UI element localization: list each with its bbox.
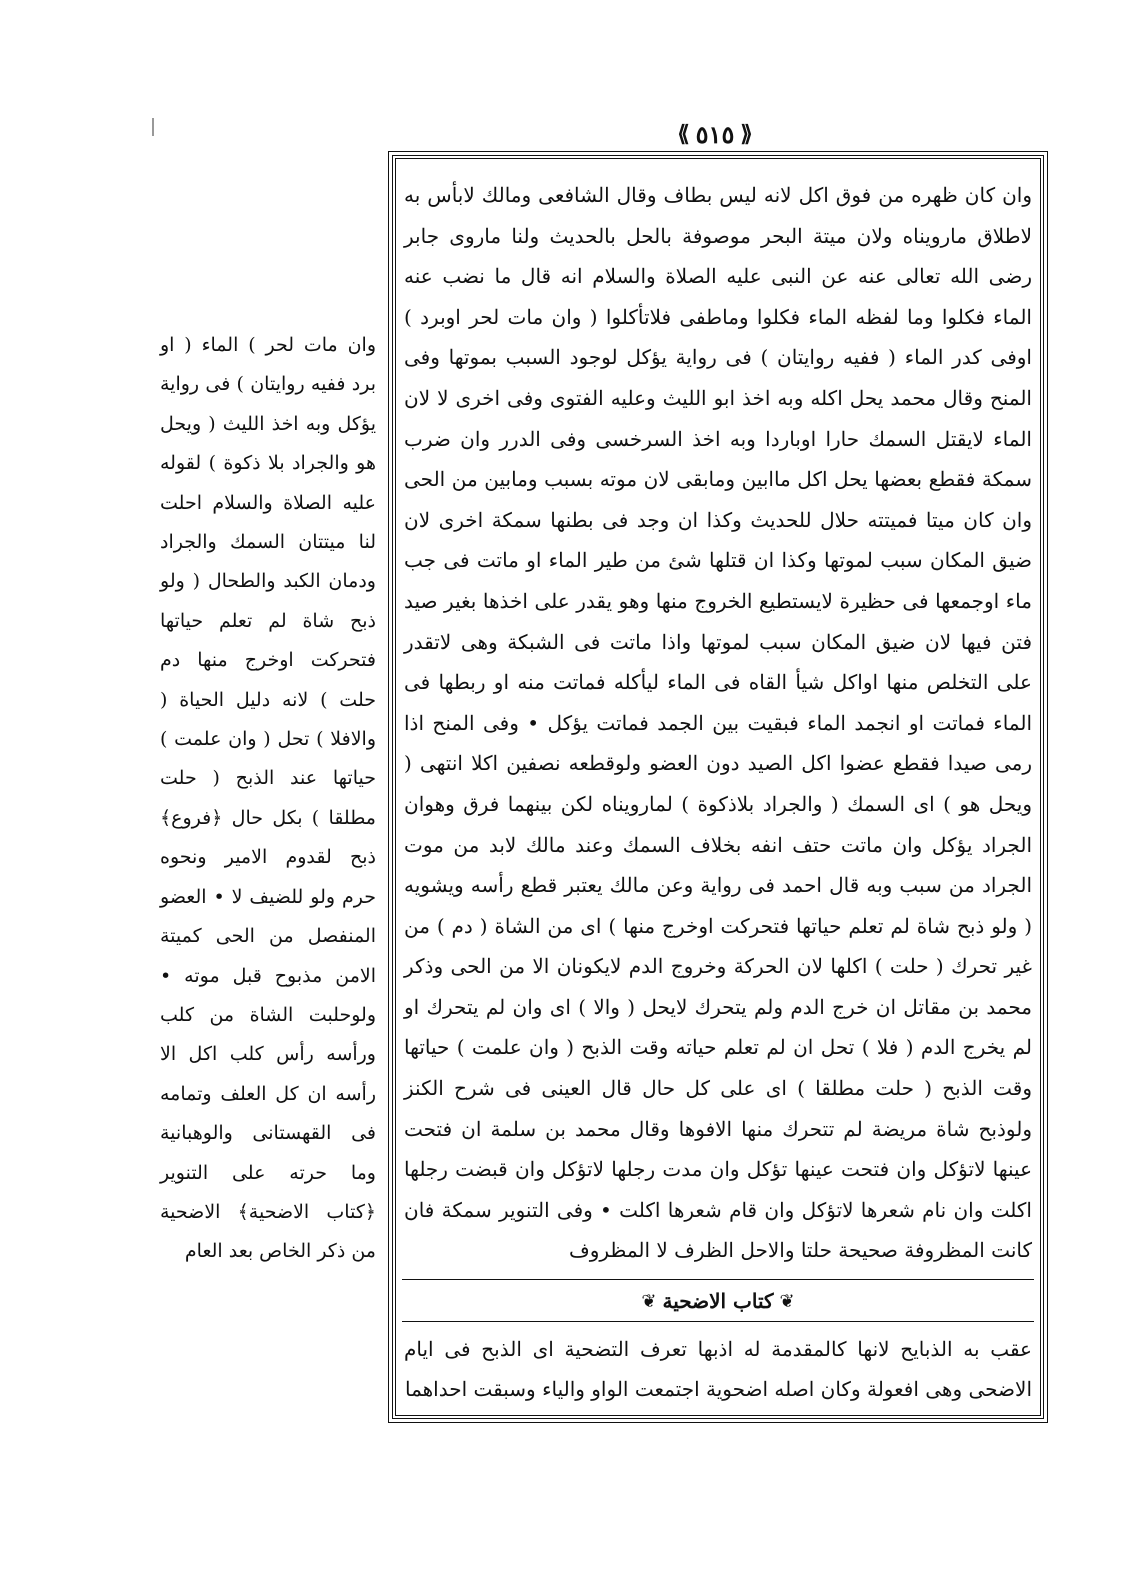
side-column-text: وان مات لحر ) الماء ( او برد ففيه روايتان ) فى رواية يؤكل وبه اخذ الليث ( ويحل هو والجراد بلا ذكوة ) لقوله عليه الصلاة والسلام احلت لنا ميتتان السمك والجراد ودمان الكبد والطحال ( ولو ذبح شاة لم تعلم حياتها فتحركت اوخرج منها دم حلت ) لانه دليل الحياة ( والافلا ) تحل ( وان علمت ) حياتها عند الذبح ( حلت مطلقا ) بكل حال ﴿فروع﴾ ذبح لقدوم الامير ونحوه حرم ولو للضيف لا • العضو المنفصل من الحى كميتة الامن مذبوح قبل موته • ولوحلبت الشاة من كلب ورأسه رأس كلب اكل الا رأسه ان كل العلف وتمامه فى القهستانى والوهبانية وما حرته على التنوير ﴿كتاب الاضحية﴾ الاضحية من ذكر الخاص بعد العام	[160, 334, 376, 1263]
page-number: ٥١٥	[695, 119, 735, 149]
ornament-right-icon: ⟫	[740, 121, 753, 147]
section-body-text: عقب به الذبايح لانها كالمقدمة له اذبها تعرف التضحية اى الذبح فى ايام الاضحى وهى افعولة وكان اصله اضحوية اجتمعت الواو والياء وسبقت احداهما	[404, 1337, 1032, 1401]
section-divider-bottom	[402, 1321, 1034, 1322]
main-commentary-text: وان كان ظهره من فوق اكل لانه ليس بطاف وقال الشافعى ومالك لابأس به لاطلاق مارويناه ولان ميتة البحر موصوفة بالحل بالحديث ولنا ماروى جابر رضى الله تعالى عنه عن النبى عليه الصلاة والسلام انه قال ما نضب عنه الماء فكلوا وما لفظه الماء فكلوا وماطفى فلاتأكلوا ( وان مات لحر اوبرد ) اوفى كدر الماء ( ففيه روايتان ) فى رواية يؤكل لوجود السبب بموتها وفى المنح وقال محمد يحل اكله وبه اخذ ابو الليث وعليه الفتوى وفى اخرى لا لان الماء لايقتل السمك حارا اوباردا وبه اخذ السرخسى وفى الدرر وان ضرب سمكة فقطع بعضها يحل اكل ماابين ومابقى لان موته بسبب ومابين من الحى وان كان ميتا فميتته حلال للحديث وكذا ان وجد فى بطنها سمكة اخرى لان ضيق المكان سبب لموتها وكذا ان قتلها شئ من طير الماء او ماتت فى جب ماء اوجمعها فى حظيرة لايستطيع الخروج منها وهو يقدر على اخذها بغير صيد فتن فيها لان ضيق المكان سبب لموتها واذا ماتت فى الشبكة وهى لاتقدر على التخلص منها اواكل شيأ القاه فى الماء ليأكله فماتت منه او ربطها فى الماء فماتت او انجمد الماء فبقيت بين الجمد فماتت يؤكل • وفى المنح اذا رمى صيدا فقطع عضوا اكل الصيد دون العضو ولوقطعه نصفين اكلا انتهى ( ويحل هو ) اى السمك ( والجراد بلاذكوة ) لمارويناه لكن بينهما فرق وهوان الجراد يؤكل وان ماتت حتف انفه بخلاف السمك وعند مالك لابد من موت الجراد من سبب وبه قال احمد فى رواية وعن مالك يعتبر قطع رأسه ويشويه ( ولو ذبح شاة لم تعلم حياتها فتحركت اوخرج منها ) اى من الشاة ( دم ) من غير تحرك ( حلت ) اكلها لان الحركة وخروج الدم لايكونان الا من الحى وذكر محمد بن مقاتل ان خرج الدم ولم يتحرك لايحل ( والا ) اى وان لم يتحرك او لم يخرج الدم ( فلا ) تحل ان لم تعلم حياته وقت الذبح ( وان علمت ) حياتها وقت الذبح ( حلت مطلقا ) اى على كل حال قال العينى فى شرح الكنز ولوذبح شاة مريضة لم تتحرك منها الافوها وقال محمد بن سلمة ان فتحت عينها لاتؤكل وان فتحت عينها تؤكل وان مدت رجلها لاتؤكل وان قبضت رجلها اكلت وان نام شعرها لاتؤكل وان قام شعرها اكلت • وفى التنوير سمكة فان كانت المظروفة صحيحة حلتا والاحل الظرف لا المظروف	[404, 183, 1033, 1263]
section-divider-top	[402, 1279, 1034, 1280]
heading-ornament-left-icon: ❦	[641, 1290, 657, 1312]
ornament-left-icon: ⟪	[677, 121, 690, 147]
section-body	[404, 1329, 1032, 1409]
main-frame	[392, 155, 1044, 1419]
section-heading	[396, 1285, 1040, 1317]
section-title: كتاب الاضحية	[662, 1289, 774, 1313]
heading-ornament-right-icon: ❦	[779, 1290, 795, 1312]
page-number-header	[640, 118, 790, 150]
margin-mark	[152, 118, 154, 136]
side-column	[160, 326, 376, 1406]
main-commentary	[404, 175, 1032, 1275]
